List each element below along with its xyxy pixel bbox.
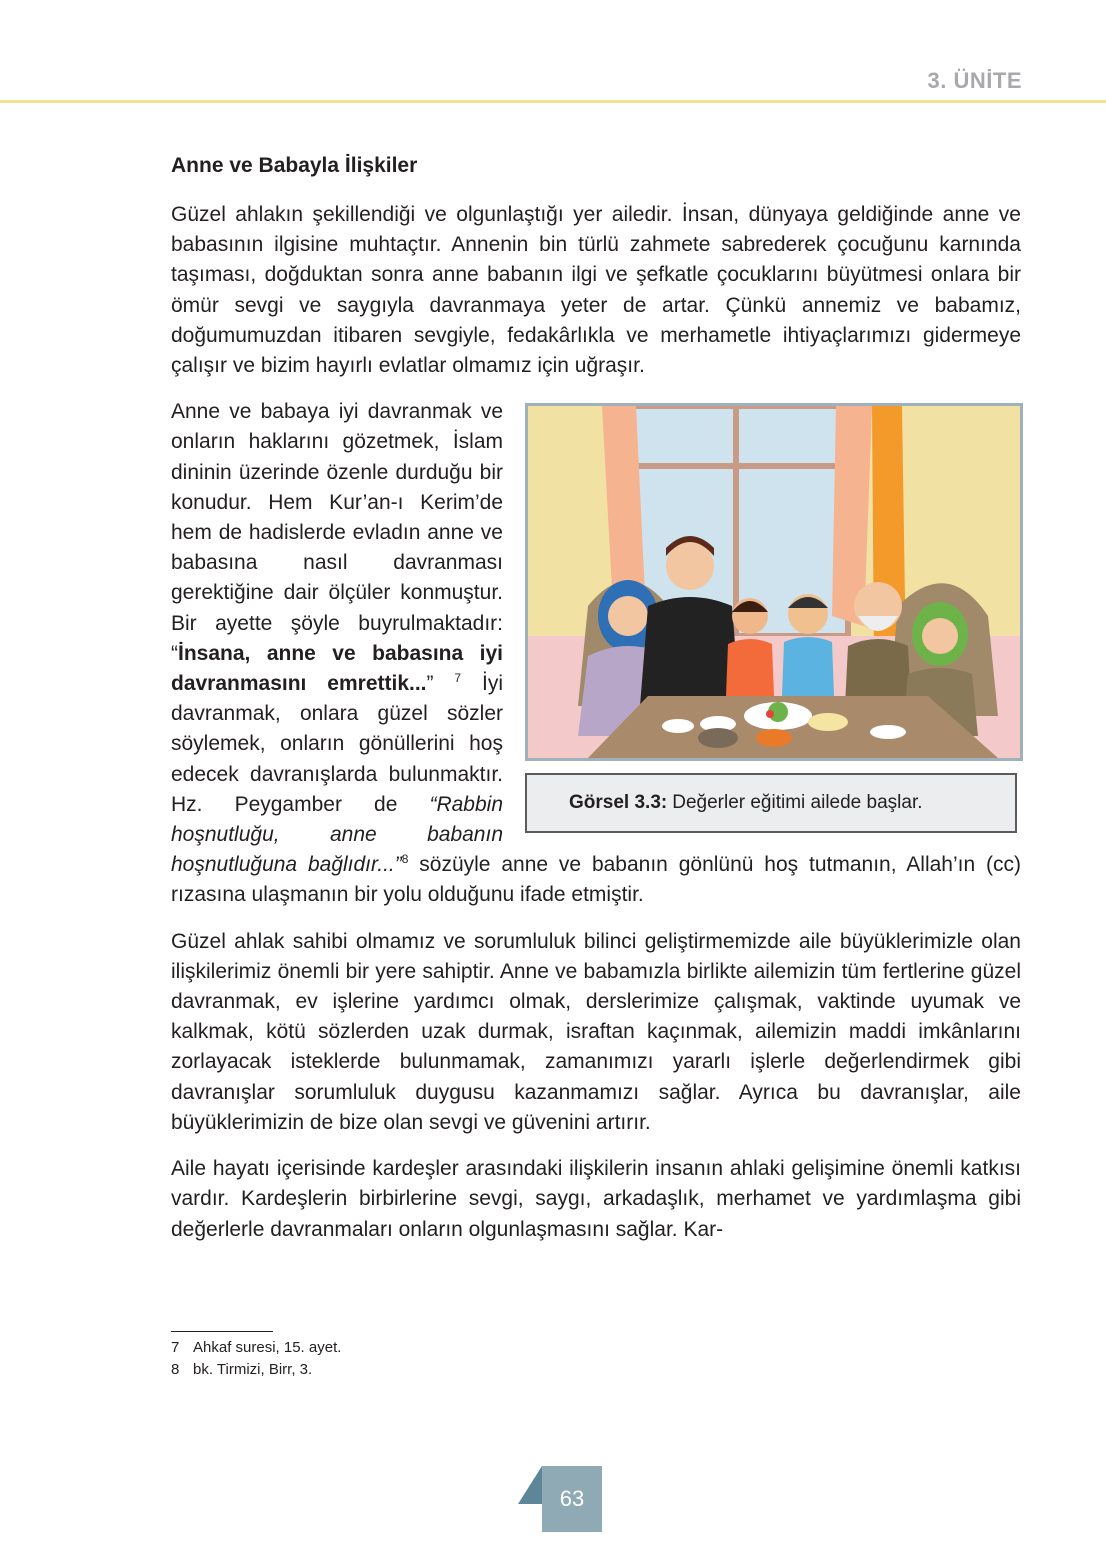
ayet-quote-close: ” — [426, 672, 455, 696]
paragraph-4: Aile hayatı içerisinde kardeşler arasındaki ilişkilerin insanın ahlaki gelişimine önemli katkısı vardır. Kardeşlerin birbirlerine sevgi, saygı, arkadaşlık, merhamet ve yardımlaşma gibi değerlerle davranmaları onların olgunlaşmasını sağlar. Kar- — [171, 1157, 1021, 1241]
figure-3-3 — [525, 403, 1023, 833]
footnote-text: Ahkaf suresi, 15. ayet. — [193, 1339, 342, 1356]
ayet-quote: İnsana, anne ve babasına iyi davranmasını emrettik... — [171, 641, 503, 696]
page-number-tab — [518, 1466, 604, 1532]
footnotes — [171, 1337, 341, 1381]
hadith-quote: “Rabbin hoşnutluğu, anne babanın hoşnutluğuna bağlıdır...” — [171, 792, 503, 877]
unit-label: 3. ÜNİTE — [927, 68, 1022, 93]
footnote-ref-8[interactable]: 8 — [401, 852, 409, 867]
figure-caption — [525, 773, 1017, 833]
paragraph-2-mid: İyi davranmak, onlara güzel sözler söylemek, onların gönüllerini hoş edecek davranışlarda bulunmaktır. Hz. Peygamber de — [171, 672, 504, 816]
footnote-8 — [171, 1359, 341, 1381]
page-number: 63 — [542, 1466, 602, 1532]
footnote-text: bk. Tirmizi, Birr, 3. — [193, 1361, 313, 1378]
paragraph-1: Güzel ahlakın şekillendiği ve olgunlaştığı yer ailedir. İnsan, dünyaya geldiğinde anne ve babasının ilgisine muhtaçtır. Annenin bin türlü zahmete sabrederek çocuğunu karnında taşıması, doğduktan sonra anne babanın ilgi ve şefkatle çocuklarını büyütmesi onlara bir ömür sevgi ve saygıyla davranmaya yeter de artar. Çünkü annemiz ve babamız, doğumumuzdan itibaren sevgiyle, fedakârlıkla ve merhametle ihtiyaçlarımızı gidermeye çalışır ve bizim hayırlı evlatlar olmamız için uğraşır. — [171, 203, 1021, 378]
paragraph-2-start: Anne ve babaya iyi davranmak ve onların haklarını gözetmek, İslam dininin üzerinde özenle durduğu bir konudur. Hem Kur’an-ı Kerim’de hem de hadislerde evladın anne ve babasına nasıl davranması gerektiğine dair ölçüler konmuştur. Bir ayette şöyle buyrulmaktadır: “ — [171, 400, 503, 665]
header-rule — [0, 100, 1106, 103]
section-title: Anne ve Babayla İlişkiler — [171, 154, 418, 177]
figure-label: Görsel 3.3: — [569, 792, 668, 814]
footnote-7 — [171, 1337, 341, 1359]
footnote-ref-7[interactable]: 7 — [454, 671, 462, 686]
page-content — [171, 150, 1021, 1261]
paragraph-2-block — [171, 397, 1021, 910]
footnote-divider — [171, 1331, 273, 1332]
family-dinner-illustration — [525, 403, 1023, 761]
footnote-number: 8 — [171, 1361, 180, 1378]
paragraph-3: Güzel ahlak sahibi olmamız ve sorumluluk bilinci geliştirmemizde aile büyüklerimizle olan ilişkilerimiz önemli bir yere sahiptir. Anne ve babamızla birlikte ailemizin tüm fertlerine güzel davranmak, ev işlerine yardımcı olmak, derslerimize çalışmak, vaktinde uyumak ve kalkmak, kötü sözlerden uzak durmak, israftan kaçınmak, ailemizin maddi imkânlarını zorlayacak isteklerde bulunmamak, zamanımızı yararlı işlerle değerlendirmek gibi davranışlar sorumluluk duygusu kazanmamızı sağlar. Ayrıca bu davranışlar, aile büyüklerimizin de bize olan sevgi ve güvenini artırır. — [171, 929, 1021, 1134]
footnote-number: 7 — [171, 1339, 180, 1356]
figure-caption-text: Değerler eğitimi ailede başlar. — [672, 792, 923, 814]
paragraph-2-end: sözüyle anne ve babanın gönlünü hoş tutmanın, Allah’ın (cc) rızasına ulaşmanın bir yolu olduğunu ifade etmiştir. — [171, 853, 1021, 907]
